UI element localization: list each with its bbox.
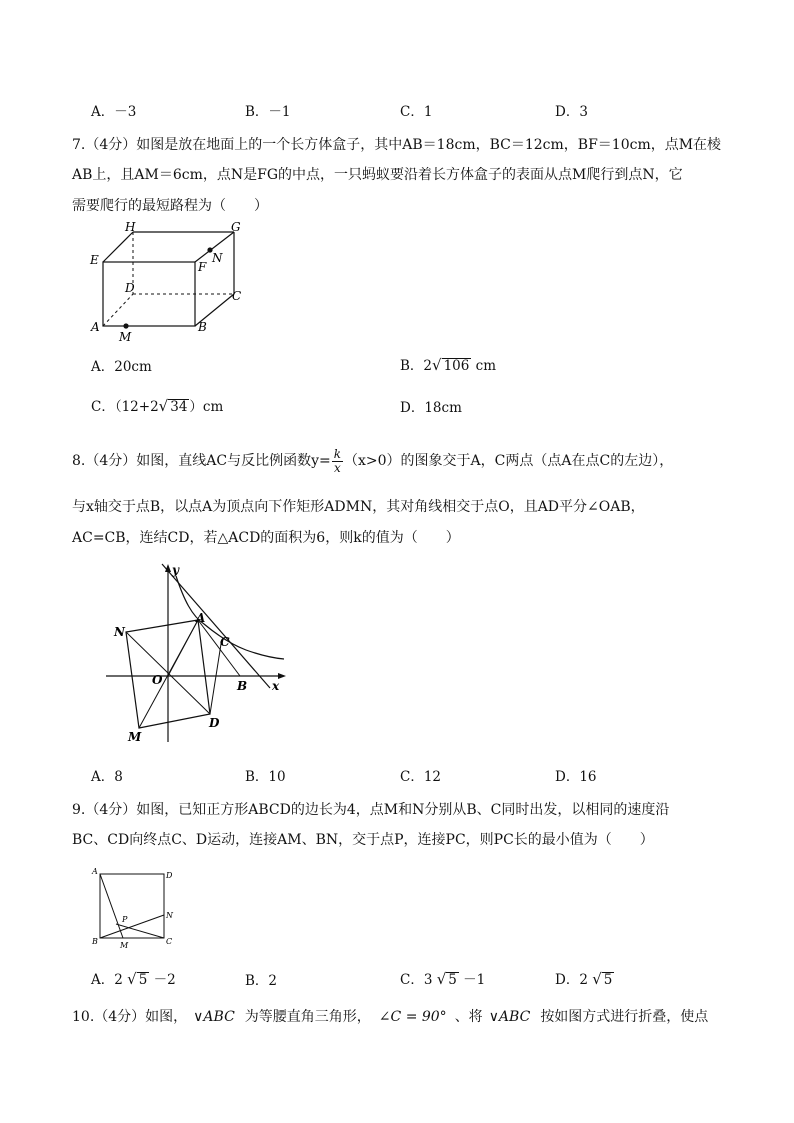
radical-icon: √ bbox=[592, 970, 602, 988]
q7-option-c-suffix: ）cm bbox=[189, 399, 224, 415]
q8-label-y: y bbox=[172, 563, 179, 577]
q7-option-b-radicand: 106 bbox=[443, 358, 470, 374]
q9-option-c-prefix: C．3 bbox=[400, 972, 433, 988]
q9-option-a-prefix: A．2 bbox=[91, 972, 123, 988]
q7-label-n: N bbox=[212, 251, 223, 265]
q7-option-c-radicand: 34 bbox=[170, 399, 188, 415]
q8-label-d: D bbox=[209, 716, 220, 730]
q9-label-n: N bbox=[166, 911, 173, 920]
q6-option-d: D．3 bbox=[555, 104, 588, 120]
q7-option-b bbox=[400, 356, 496, 375]
q8-label-b: B bbox=[237, 679, 248, 693]
radical-icon: √ bbox=[127, 970, 137, 988]
q8-line1-end: （x>0）的图象交于A，C两点（点A在点C的左边）， bbox=[344, 453, 674, 469]
radical-icon: √ bbox=[158, 397, 169, 415]
q8-label-n: N bbox=[114, 625, 125, 639]
q9-label-m: M bbox=[120, 941, 129, 950]
q7-text-line3: 需要爬行的最短路程为（ ） bbox=[72, 198, 268, 214]
q6-option-b: B．－1 bbox=[245, 104, 291, 120]
q8-option-b: B．10 bbox=[245, 769, 286, 785]
q9-option-a-radicand: 5 bbox=[138, 972, 148, 988]
q9-option-d bbox=[555, 970, 614, 989]
q7-option-b-suffix: cm bbox=[475, 358, 497, 374]
q8-fraction-numerator: k bbox=[333, 446, 342, 461]
q9-label-b: B bbox=[92, 937, 98, 946]
q9-text-line1: 9.（4分）如图，已知正方形ABCD的边长为4，点M和N分别从B、C同时出发，以相同的速度沿 bbox=[72, 802, 670, 818]
q9-text-line2: BC、CD向终点C、D运动，连接AM、BN，交于点P，连接PC，则PC长的最小值为（ ） bbox=[72, 832, 654, 848]
q8-option-d: D．16 bbox=[555, 769, 597, 785]
q8-label-m: M bbox=[128, 730, 142, 744]
q7-option-d: D．18cm bbox=[400, 400, 462, 416]
q9-label-c: C bbox=[166, 937, 173, 946]
q9-option-a bbox=[91, 970, 176, 989]
q7-option-c-prefix: C．（12+2 bbox=[91, 399, 159, 415]
q7-label-b: B bbox=[198, 320, 207, 334]
q7-text-line1: 7.（4分）如图是放在地面上的一个长方体盒子，其中AB＝18cm，BC＝12cm，BF＝10cm，点M在棱 bbox=[72, 137, 722, 153]
q9-label-a: A bbox=[92, 867, 98, 876]
q10-text-line1 bbox=[72, 1008, 708, 1026]
q9-option-c bbox=[400, 970, 485, 989]
q8-text-line2: 与x轴交于点B，以点A为顶点向下作矩形ADMN，其对角线相交于点O，且AD平分∠OAB， bbox=[72, 499, 645, 515]
q8-fraction bbox=[332, 448, 343, 475]
q7-label-h: H bbox=[125, 220, 136, 234]
q10-triangle-2: ∨ABC bbox=[488, 1009, 531, 1025]
q9-option-d-radicand: 5 bbox=[603, 972, 613, 988]
radical-icon: √ bbox=[436, 970, 447, 988]
q9-option-c-radicand: 5 bbox=[448, 972, 457, 988]
q7-option-b-prefix: B．2 bbox=[400, 358, 433, 374]
q7-label-c: C bbox=[232, 289, 242, 303]
q10-triangle-1: ∨ABC bbox=[193, 1009, 235, 1025]
q7-text-line2: AB上，且AM＝6cm，点N是FG的中点，一只蚂蚁要沿着长方体盒子的表面从点M爬行到点N，它 bbox=[72, 167, 683, 183]
q7-label-g: G bbox=[231, 220, 241, 234]
q7-option-c bbox=[91, 397, 223, 416]
q10-part2: 为等腰直角三角形， bbox=[244, 1009, 371, 1025]
q10-part3: 、将 bbox=[454, 1009, 483, 1025]
q9-option-c-suffix: －1 bbox=[463, 972, 486, 988]
q8-option-c: C．12 bbox=[400, 769, 442, 785]
q10-part4: 按如图方式进行折叠，使点 bbox=[540, 1009, 709, 1025]
q9-square-figure bbox=[86, 864, 182, 954]
q8-coordinate-figure bbox=[100, 560, 290, 746]
q7-cuboid-figure bbox=[85, 218, 255, 346]
q7-label-f: F bbox=[198, 260, 207, 274]
q7-option-a: A．20cm bbox=[91, 359, 152, 375]
q8-text-line1 bbox=[72, 446, 673, 476]
q8-label-o: O bbox=[152, 673, 163, 687]
radical-icon: √ bbox=[432, 356, 442, 374]
q8-option-a: A．8 bbox=[91, 769, 123, 785]
q10-angle: ∠C = 90° bbox=[378, 1009, 447, 1025]
q9-option-d-prefix: D．2 bbox=[555, 972, 588, 988]
q9-label-p: P bbox=[122, 915, 128, 924]
q9-option-a-suffix: －2 bbox=[153, 972, 176, 988]
q6-option-c: C．1 bbox=[400, 104, 433, 120]
q7-label-a: A bbox=[91, 320, 100, 334]
q8-text-line3: AC=CB，连结CD，若△ACD的面积为6，则k的值为（ ） bbox=[72, 530, 460, 546]
q7-label-d: D bbox=[125, 281, 135, 295]
q9-option-b: B．2 bbox=[245, 973, 278, 989]
q8-label-c: C bbox=[220, 635, 230, 649]
q8-fraction-denominator: x bbox=[333, 460, 341, 475]
q7-label-e: E bbox=[90, 253, 99, 267]
q8-label-a: A bbox=[196, 611, 206, 625]
q9-label-d: D bbox=[166, 871, 173, 880]
q10-part1: 10.（4分）如图， bbox=[72, 1009, 188, 1025]
q8-label-x: x bbox=[272, 679, 280, 693]
q8-line1-start: 8.（4分）如图，直线AC与反比例函数y= bbox=[72, 453, 331, 469]
q7-label-m: M bbox=[119, 330, 132, 344]
q6-option-a: A．－3 bbox=[91, 104, 137, 120]
